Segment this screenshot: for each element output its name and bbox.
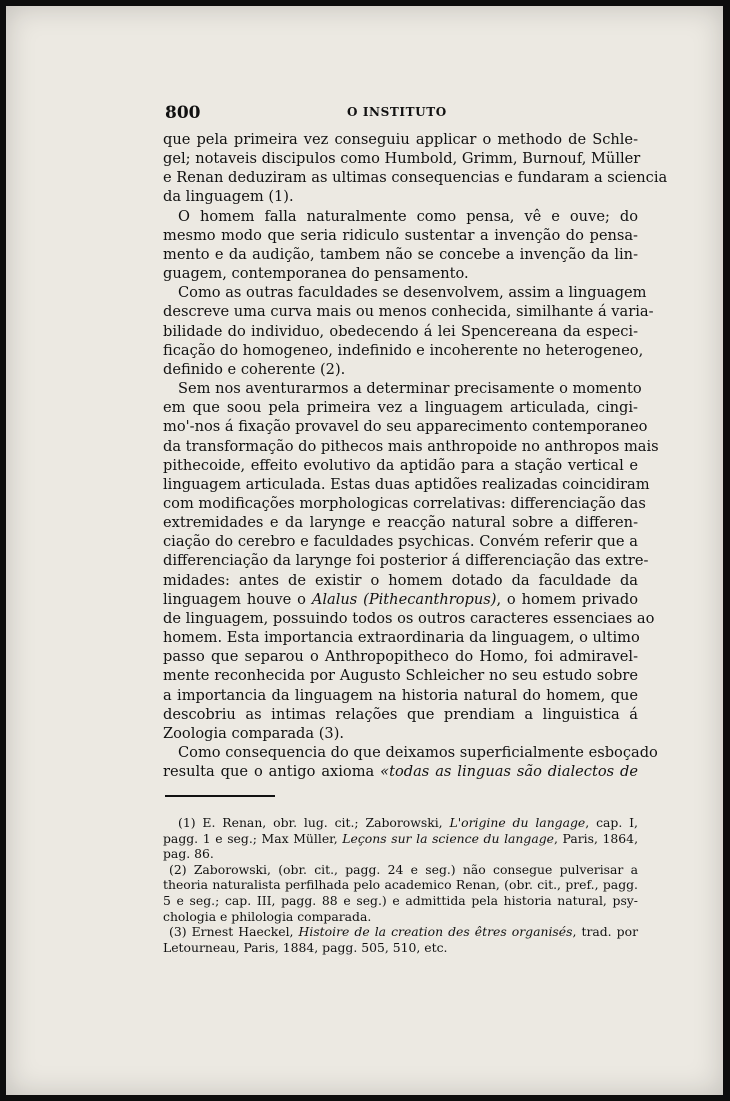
body-line: da transformação do pithecos mais anthropoide no anthropos mais: [163, 437, 659, 455]
italic-text: Histoire de la creation des êtres organisés: [298, 924, 573, 940]
body-line: descobriu as intimas relações que prendiam a linguistica á: [163, 705, 638, 723]
body-line: a importancia da linguagem na historia natural do homem, que: [163, 686, 638, 704]
body-line: [163, 590, 638, 609]
text-run: , trad. por: [572, 924, 638, 940]
text-run: (1) E. Renan, obr. lug. cit.; Zaborowski,: [178, 815, 450, 830]
footnote-line: [163, 924, 638, 940]
body-line: ficação do homogeneo, indefinido e incoherente no heterogeneo,: [163, 341, 644, 359]
body-line: linguagem articulada. Estas duas aptidões realizadas coincidiram: [163, 475, 650, 493]
footnote-line: 5 e seg.; cap. III, pagg. 88 e seg.) e admittida pela historia natural, psy-: [163, 892, 638, 908]
text-run: linguagem houve o: [163, 590, 312, 608]
footnote-line: [163, 831, 638, 847]
body-line: O homem falla naturalmente como pensa, vê e ouve; do: [178, 207, 638, 225]
footnote-line: (2) Zaborowski, (obr. cit., pagg. 24 e seg.) não consegue pulverisar a: [169, 861, 638, 877]
body-line: pithecoide, effeito evolutivo da aptidão para a stação vertical e: [163, 456, 638, 474]
text-run: resulta que o antigo axioma: [163, 763, 381, 781]
footnotes: [163, 815, 638, 955]
body-line: Sem nos aventurarmos a determinar precisamente o momento: [178, 380, 642, 398]
italic-text: Leçons sur la science du langage: [342, 830, 554, 846]
footnote-line: pag. 86.: [163, 846, 214, 862]
body-line: com modificações morphologicas correlativas: differenciação das: [163, 494, 646, 512]
body-line: descreve uma curva mais ou menos conhecida, similhante á varia-: [163, 303, 654, 321]
text-run: , Paris, 1864,: [554, 830, 639, 846]
italic-text: L'origine du langage: [449, 815, 586, 830]
body-line: gel; notaveis discipulos como Humbold, Grimm, Burnouf, Müller: [163, 150, 641, 168]
body-line: da linguagem (1).: [163, 188, 294, 206]
text-run: pagg. 1 e seg.; Max Müller,: [163, 830, 343, 846]
text-run: , cap. I,: [585, 815, 638, 830]
page-number: 800: [165, 103, 201, 123]
footnote-line: theoria naturalista perfilhada pelo academico Renan, (obr. cit., pref., pagg.: [163, 877, 638, 893]
footnote-line: [163, 815, 638, 831]
body-line: bilidade do individuo, obedecendo á lei Spencereana da especi-: [163, 322, 638, 340]
body-line: guagem, contemporanea do pensamento.: [163, 265, 469, 283]
body-line: em que soou pela primeira vez a linguagem articulada, cingi-: [163, 399, 638, 417]
body-line: extremidades e da larynge e reacção natural sobre a differen-: [163, 514, 638, 532]
body-line: mesmo modo que seria ridiculo sustentar a invenção do pensa-: [163, 226, 638, 244]
body-text: [163, 130, 668, 781]
italic-text: «todas as linguas são dialectos de: [380, 763, 638, 781]
body-line: passo que separou o Anthropopitheco do Homo, foi admiravel-: [163, 648, 638, 666]
body-line: Zoologia comparada (3).: [163, 724, 345, 742]
footnote-line: Letourneau, Paris, 1884, pagg. 505, 510, etc.: [163, 939, 448, 955]
body-line: ciação do cerebro e faculdades psychicas. Convém referir que a: [163, 533, 638, 551]
body-line: definido e coherente (2).: [163, 360, 346, 378]
body-line: que pela primeira vez conseguiu applicar o methodo de Schle-: [163, 131, 638, 148]
italic-text: Alalus (Pithecanthropus): [311, 590, 497, 608]
body-line: mento e da audição, tambem não se concebe a invenção da lin-: [163, 245, 638, 263]
body-line: [163, 762, 638, 781]
body-line: homem. Esta importancia extraordinaria da linguagem, o ultimo: [163, 629, 640, 647]
body-line: midades: antes de existir o homem dotado da faculdade da: [163, 571, 638, 589]
text-run: , o homem privado: [496, 590, 638, 608]
body-line: differenciação da larynge foi posterior á differenciação das extre-: [163, 552, 649, 570]
body-line: mente reconhecida por Augusto Schleicher no seu estudo sobre: [163, 667, 638, 685]
body-line: Como consequencia do que deixamos superficialmente esboçado: [178, 744, 658, 761]
body-line: e Renan deduziram as ultimas consequencias e fundaram a sciencia: [163, 169, 668, 187]
running-title: O INSTITUTO: [347, 105, 447, 119]
body-line: mo'-nos á fixação provavel do seu apparecimento contemporaneo: [163, 418, 648, 436]
page-header: [165, 103, 645, 123]
footnote-rule: [165, 795, 275, 797]
footnote-line: chologia e philologia comparada.: [163, 908, 372, 924]
text-run: (3) Ernest Haeckel,: [169, 924, 299, 940]
body-line: de linguagem, possuindo todos os outros caracteres essenciaes ao: [163, 609, 655, 627]
body-line: Como as outras faculdades se desenvolvem, assim a linguagem: [178, 284, 647, 302]
